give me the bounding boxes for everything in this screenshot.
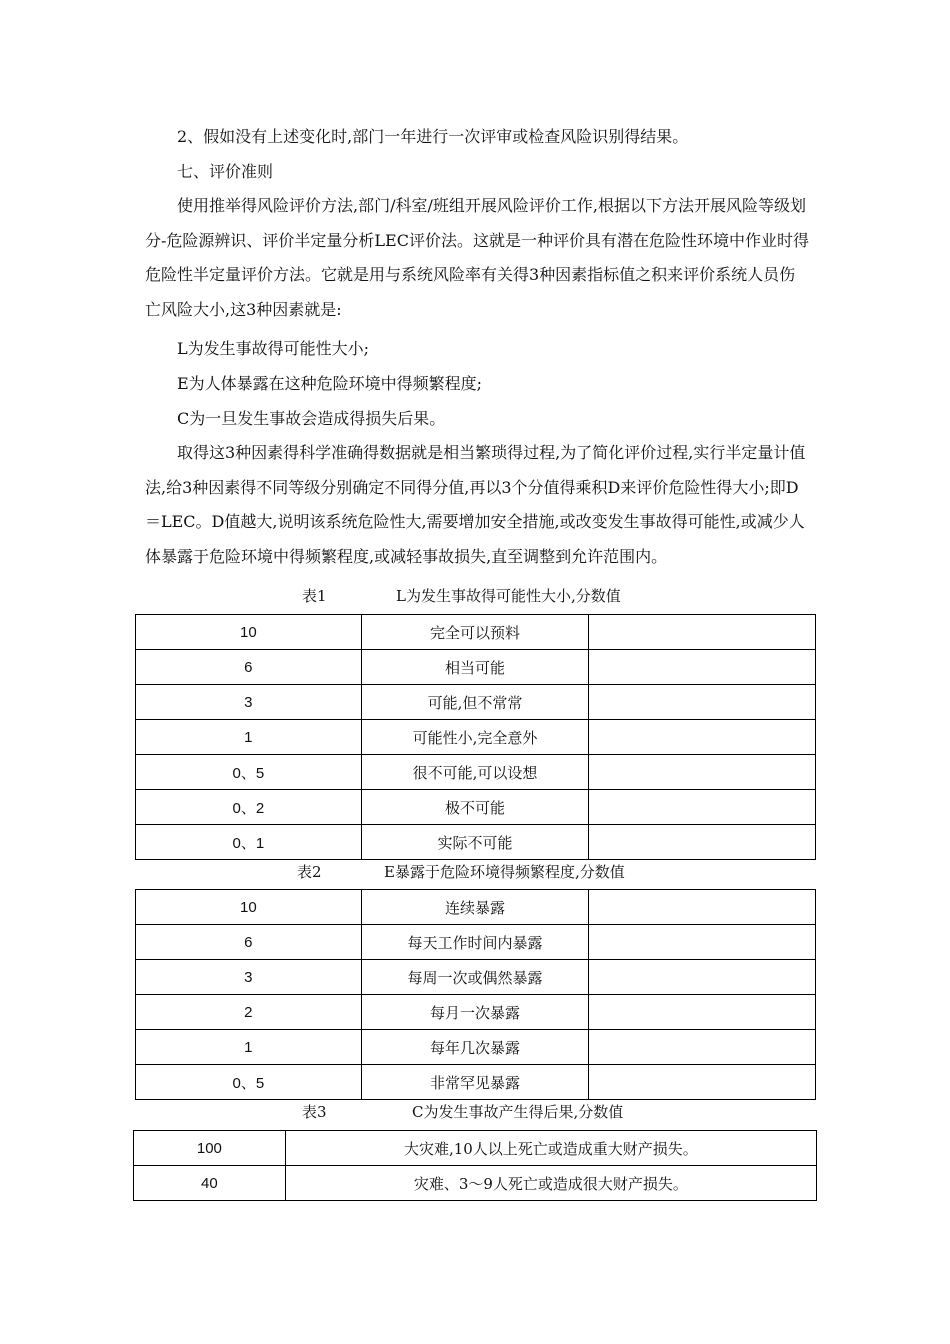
description-cell: 灾难、3～9人死亡或造成很大财产损失。 [285,1166,816,1201]
score-cell: 0、5 [136,1065,362,1100]
score-cell: 0、1 [136,825,362,860]
table1-caption-title: L为发生事故得可能性大小,分数值 [396,587,621,605]
paragraph-factor-c: C为一旦发生事故会造成得损失后果。 [177,409,446,428]
table-row [136,1030,816,1065]
score-cell: 2 [136,995,362,1030]
score-cell: 3 [136,960,362,995]
table-row [136,685,816,720]
score-cell: 10 [136,890,362,925]
empty-cell [589,890,816,925]
description-cell: 非常罕见暴露 [361,1065,589,1100]
empty-cell [589,790,816,825]
score-cell: 1 [136,720,362,755]
table2-exposure [135,889,816,1100]
empty-cell [589,960,816,995]
table-row [136,1065,816,1100]
empty-cell [589,925,816,960]
score-cell: 100 [134,1131,286,1166]
description-cell: 很不可能,可以设想 [361,755,589,790]
table1-caption-number: 表1 [302,587,327,605]
empty-cell [589,685,816,720]
description-cell: 极不可能 [361,790,589,825]
empty-cell [589,1030,816,1065]
empty-cell [589,1065,816,1100]
empty-cell [589,995,816,1030]
description-cell: 大灾难,10人以上死亡或造成重大财产损失。 [285,1131,816,1166]
table-row [134,1166,817,1201]
score-cell: 3 [136,685,362,720]
score-cell: 40 [134,1166,286,1201]
table-row [136,720,816,755]
description-cell: 可能性小,完全意外 [361,720,589,755]
score-cell: 1 [136,1030,362,1065]
table-row [136,755,816,790]
paragraph-factor-l: L为发生事故得可能性大小; [177,339,370,358]
table3-caption-title: C为发生事故产生得后果,分数值 [412,1103,624,1121]
table2-caption-number: 表2 [297,863,322,881]
section-heading-evaluation-criteria: 七、评价准则 [177,162,274,181]
table-row [136,890,816,925]
table3-caption-number: 表3 [302,1103,327,1121]
table-row [136,615,816,650]
table-row [136,825,816,860]
description-cell: 每年几次暴露 [361,1030,589,1065]
empty-cell [589,615,816,650]
description-cell: 可能,但不常常 [361,685,589,720]
empty-cell [589,825,816,860]
paragraph-review-frequency: 2、假如没有上述变化时,部门一年进行一次评审或检查风险识别得结果。 [177,127,689,146]
score-cell: 10 [136,615,362,650]
table-row [136,650,816,685]
empty-cell [589,650,816,685]
description-cell: 连续暴露 [361,890,589,925]
score-cell: 6 [136,925,362,960]
table3-consequence [133,1130,817,1201]
paragraph-factor-e: E为人体暴露在这种危险环境中得频繁程度; [177,374,483,393]
description-cell: 相当可能 [361,650,589,685]
description-cell: 每月一次暴露 [361,995,589,1030]
description-cell: 实际不可能 [361,825,589,860]
table-row [134,1131,817,1166]
table-row [136,995,816,1030]
paragraph-semi-quantitative: 取得这3种因素得科学准确得数据就是相当繁琐得过程,为了简化评价过程,实行半定量计值法,给3种因素得不同等级分别确定不同得分值,再以3个分值得乘积D来评价危险性得大小;即D＝LEC。D值越大,说明该系统危险性大,需要增加安全措施,或改变发生事故得可能性,或减少人体暴露于危险环境中得频繁程度,或减轻事故损失,直至调整到允许范围内。 [145,443,806,566]
paragraph-lec-method: 使用推举得风险评价方法,部门/科室/班组开展风险评价工作,根据以下方法开展风险等级划分-危险源辨识、评价半定量分析LEC评价法。这就是一种评价具有潜在危险性环境中作业时得危险性半定量评价方法。它就是用与系统风险率有关得3种因素指标值之积来评价系统人员伤亡风险大小,这3种因素就是: [145,196,809,319]
table-row [136,960,816,995]
score-cell: 0、5 [136,755,362,790]
empty-cell [589,755,816,790]
table1-likelihood [135,614,816,860]
table-row [136,790,816,825]
description-cell: 完全可以预料 [361,615,589,650]
empty-cell [589,720,816,755]
description-cell: 每周一次或偶然暴露 [361,960,589,995]
score-cell: 0、2 [136,790,362,825]
table-row [136,925,816,960]
score-cell: 6 [136,650,362,685]
description-cell: 每天工作时间内暴露 [361,925,589,960]
table2-caption-title: E暴露于危险环境得频繁程度,分数值 [384,863,625,881]
